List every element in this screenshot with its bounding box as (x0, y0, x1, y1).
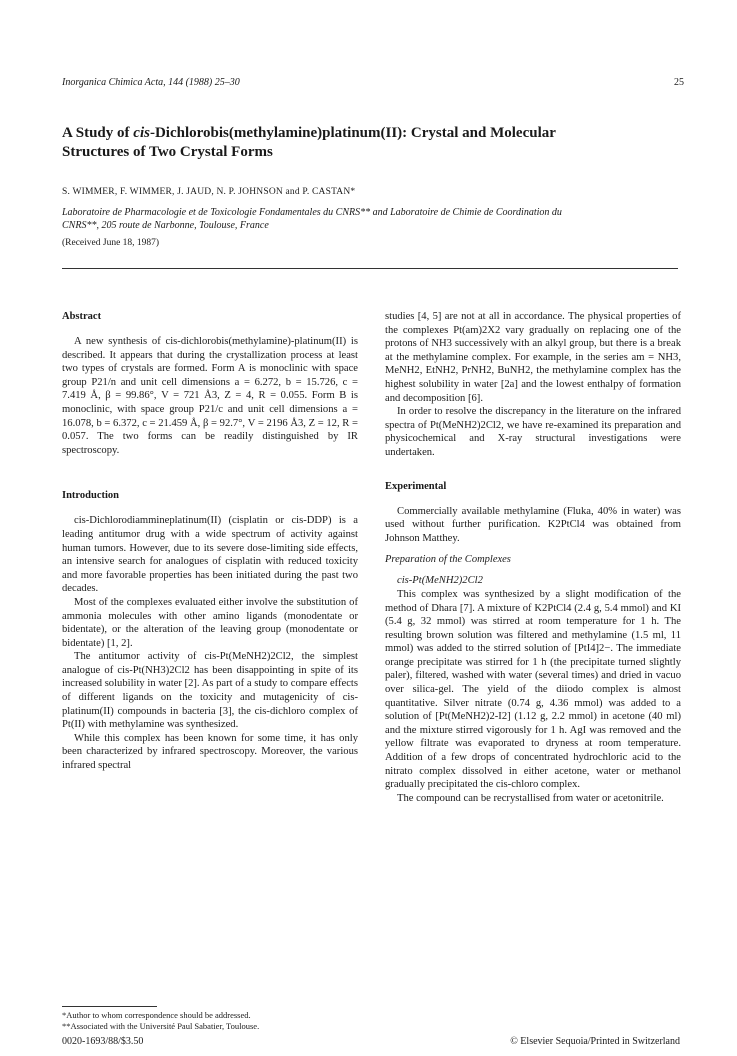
paragraph: While this complex has been known for some time, it has only been characterized by infrared spectroscopy. Moreover, the various infrared spectral (62, 732, 358, 772)
title-line2: Structures of Two Crystal Forms (62, 144, 273, 160)
affiliation-line: Laboratoire de Pharmacologie et de Toxicologie Fondamentales du CNRS** and Laboratoire de Chimie de Coordination du (62, 207, 562, 218)
paragraph: The compound can be recrystallised from water or acetonitrile. (397, 792, 664, 804)
paragraph: Commercially available methylamine (Fluka, 40% in water) was used without further purification. K2PtCl4 was obtained from Johnson Matthey. (385, 505, 681, 544)
paragraph: studies [4, 5] are not at all in accordance. The physical properties of the complexes Pt(am)2X2 vary gradually on replacing one of the protons of NH3 successively with an alkyl group, but there is a break at the methylamine complex. For example, in the series am = NH3, MeNH2, EtNH2, PrNH2, BuNH2, the methylamine complex has the highest solubility in water [2a] and the lowest enthalpy of formation and decomposition [6]. (385, 311, 681, 404)
paragraph: cis-Dichlorodiammineplatinum(II) (cisplatin or cis-DDP) is a leading antitumor drug with a wide spectrum of activity against human tumors. However, due to its severe dose-limiting side effects, an intensive search for analogues of cisplatin with reduced toxicity and more favorable properties has been initiated during the past two decades. (62, 515, 358, 595)
paragraph: Most of the complexes evaluated either involve the substitution of ammonia molecules with other amino ligands (monodentate or bidentate), or the alteration of the leaving group (monodentate or bidentate) [1, 2]. (62, 596, 358, 649)
journal-citation: Inorganica Chimica Acta, 144 (1988) 25–30 (62, 77, 240, 88)
footnote: *Author to whom correspondence should be addressed. (62, 1010, 251, 1020)
copyright-notice: © Elsevier Sequoia/Printed in Switzerland (510, 1036, 680, 1047)
title-italic: cis (133, 125, 150, 141)
abstract-heading: Abstract (62, 311, 102, 322)
paragraph: The antitumor activity of cis-Pt(MeNH2)2Cl2, the simplest analogue of cis-Pt(NH3)2Cl2 has been disappointing in spite of its increased solubility in water [2]. As part of a study to compare effects of different ligands on the toxicity and mutagenicity of cis-platinum(II) compounds in bacteria [3], the cis-dichloro complex of Pt(II) with methylamine was synthesized. (62, 651, 358, 731)
paragraph: This complex was synthesized by a slight modification of the method of Dhara [7]. A mixture of K2PtCl4 (2.4 g, 5.4 mmol) and KI (5.4 g, 32 mmol) was stirred at room temperature for 1 h. The resulting brown solution was filtered and methylamine (1.5 ml, 11 mmol) was added to the stirred solution of [PtI4]2−. The immediate orange precipitate was stirred for 1 h (the precipitate turned slightly paler), filtered, washed with water (several times) and dried in vacuo over silica-gel. The yield of the diiodo complex is almost quantitative. Silver nitrate (0.74 g, 4.36 mmol) was added to a solution of [Pt(MeNH2)2-I2] (1.12 g, 2.2 mmol) in acetone (40 ml) and the mixture stirred vigorously for 1 h. AgI was removed and the yellow filtrate was evaporated to dryness at room temperature. Addition of a few drops of concentrated hydrochloric acid to the nitrato complex dissolved in either acetone, water or methanol gradually precipitated the cis-chloro complex. (385, 588, 681, 791)
right-column (385, 310, 681, 805)
paragraph: In order to resolve the discrepancy in the literature on the infrared spectra of Pt(MeNH2)2Cl2, we have re-examined its preparation and physicochemical and X-ray structural investigations were undertaken. (385, 406, 681, 458)
page-number: 25 (674, 77, 684, 88)
introduction-heading: Introduction (62, 490, 119, 502)
experimental-heading: Experimental (385, 480, 447, 492)
footnote-divider (62, 1006, 157, 1007)
left-column (62, 310, 358, 773)
header-divider (62, 268, 678, 269)
abstract-text: A new synthesis of cis-dichlorobis(methylamine)-platinum(II) is described. It appears that during the crystallization process at least two types of crystals are formed. Form A is monoclinic with space group P21/n and unit cell dimensions a = 6.272, b = 15.726, c = 7.419 Å, β = 99.86°, V = 721 Å3, Z = 4, R = 0.055. Form B is monoclinic, with space group P21/c and unit cell dimensions a = 16.078, b = 6.372, c = 21.459 Å, β = 92.7°, V = 2196 Å3, Z = 12, R = 0.057. The two forms can be readily distinguished by IR spectroscopy. (62, 336, 358, 456)
affiliation (62, 206, 687, 232)
issn-code: 0020-1693/88/$3.50 (62, 1036, 144, 1047)
paper-title (62, 124, 682, 162)
footnote: **Associated with the Université Paul Sabatier, Toulouse. (62, 1021, 260, 1031)
compound-heading: cis-Pt(MeNH2)2Cl2 (397, 575, 483, 587)
received-date: (Received June 18, 1987) (62, 238, 160, 248)
title-part: A Study of (62, 125, 134, 141)
affiliation-line: CNRS**, 205 route de Narbonne, Toulouse, France (62, 220, 269, 231)
subsection-heading: Preparation of the Complexes (385, 554, 511, 566)
title-part: -Dichlorobis(methylamine)platinum(II): Crystal and Molecular (149, 125, 556, 141)
author-list: S. WIMMER, F. WIMMER, J. JAUD, N. P. JOHNSON and P. CASTAN* (62, 187, 356, 197)
